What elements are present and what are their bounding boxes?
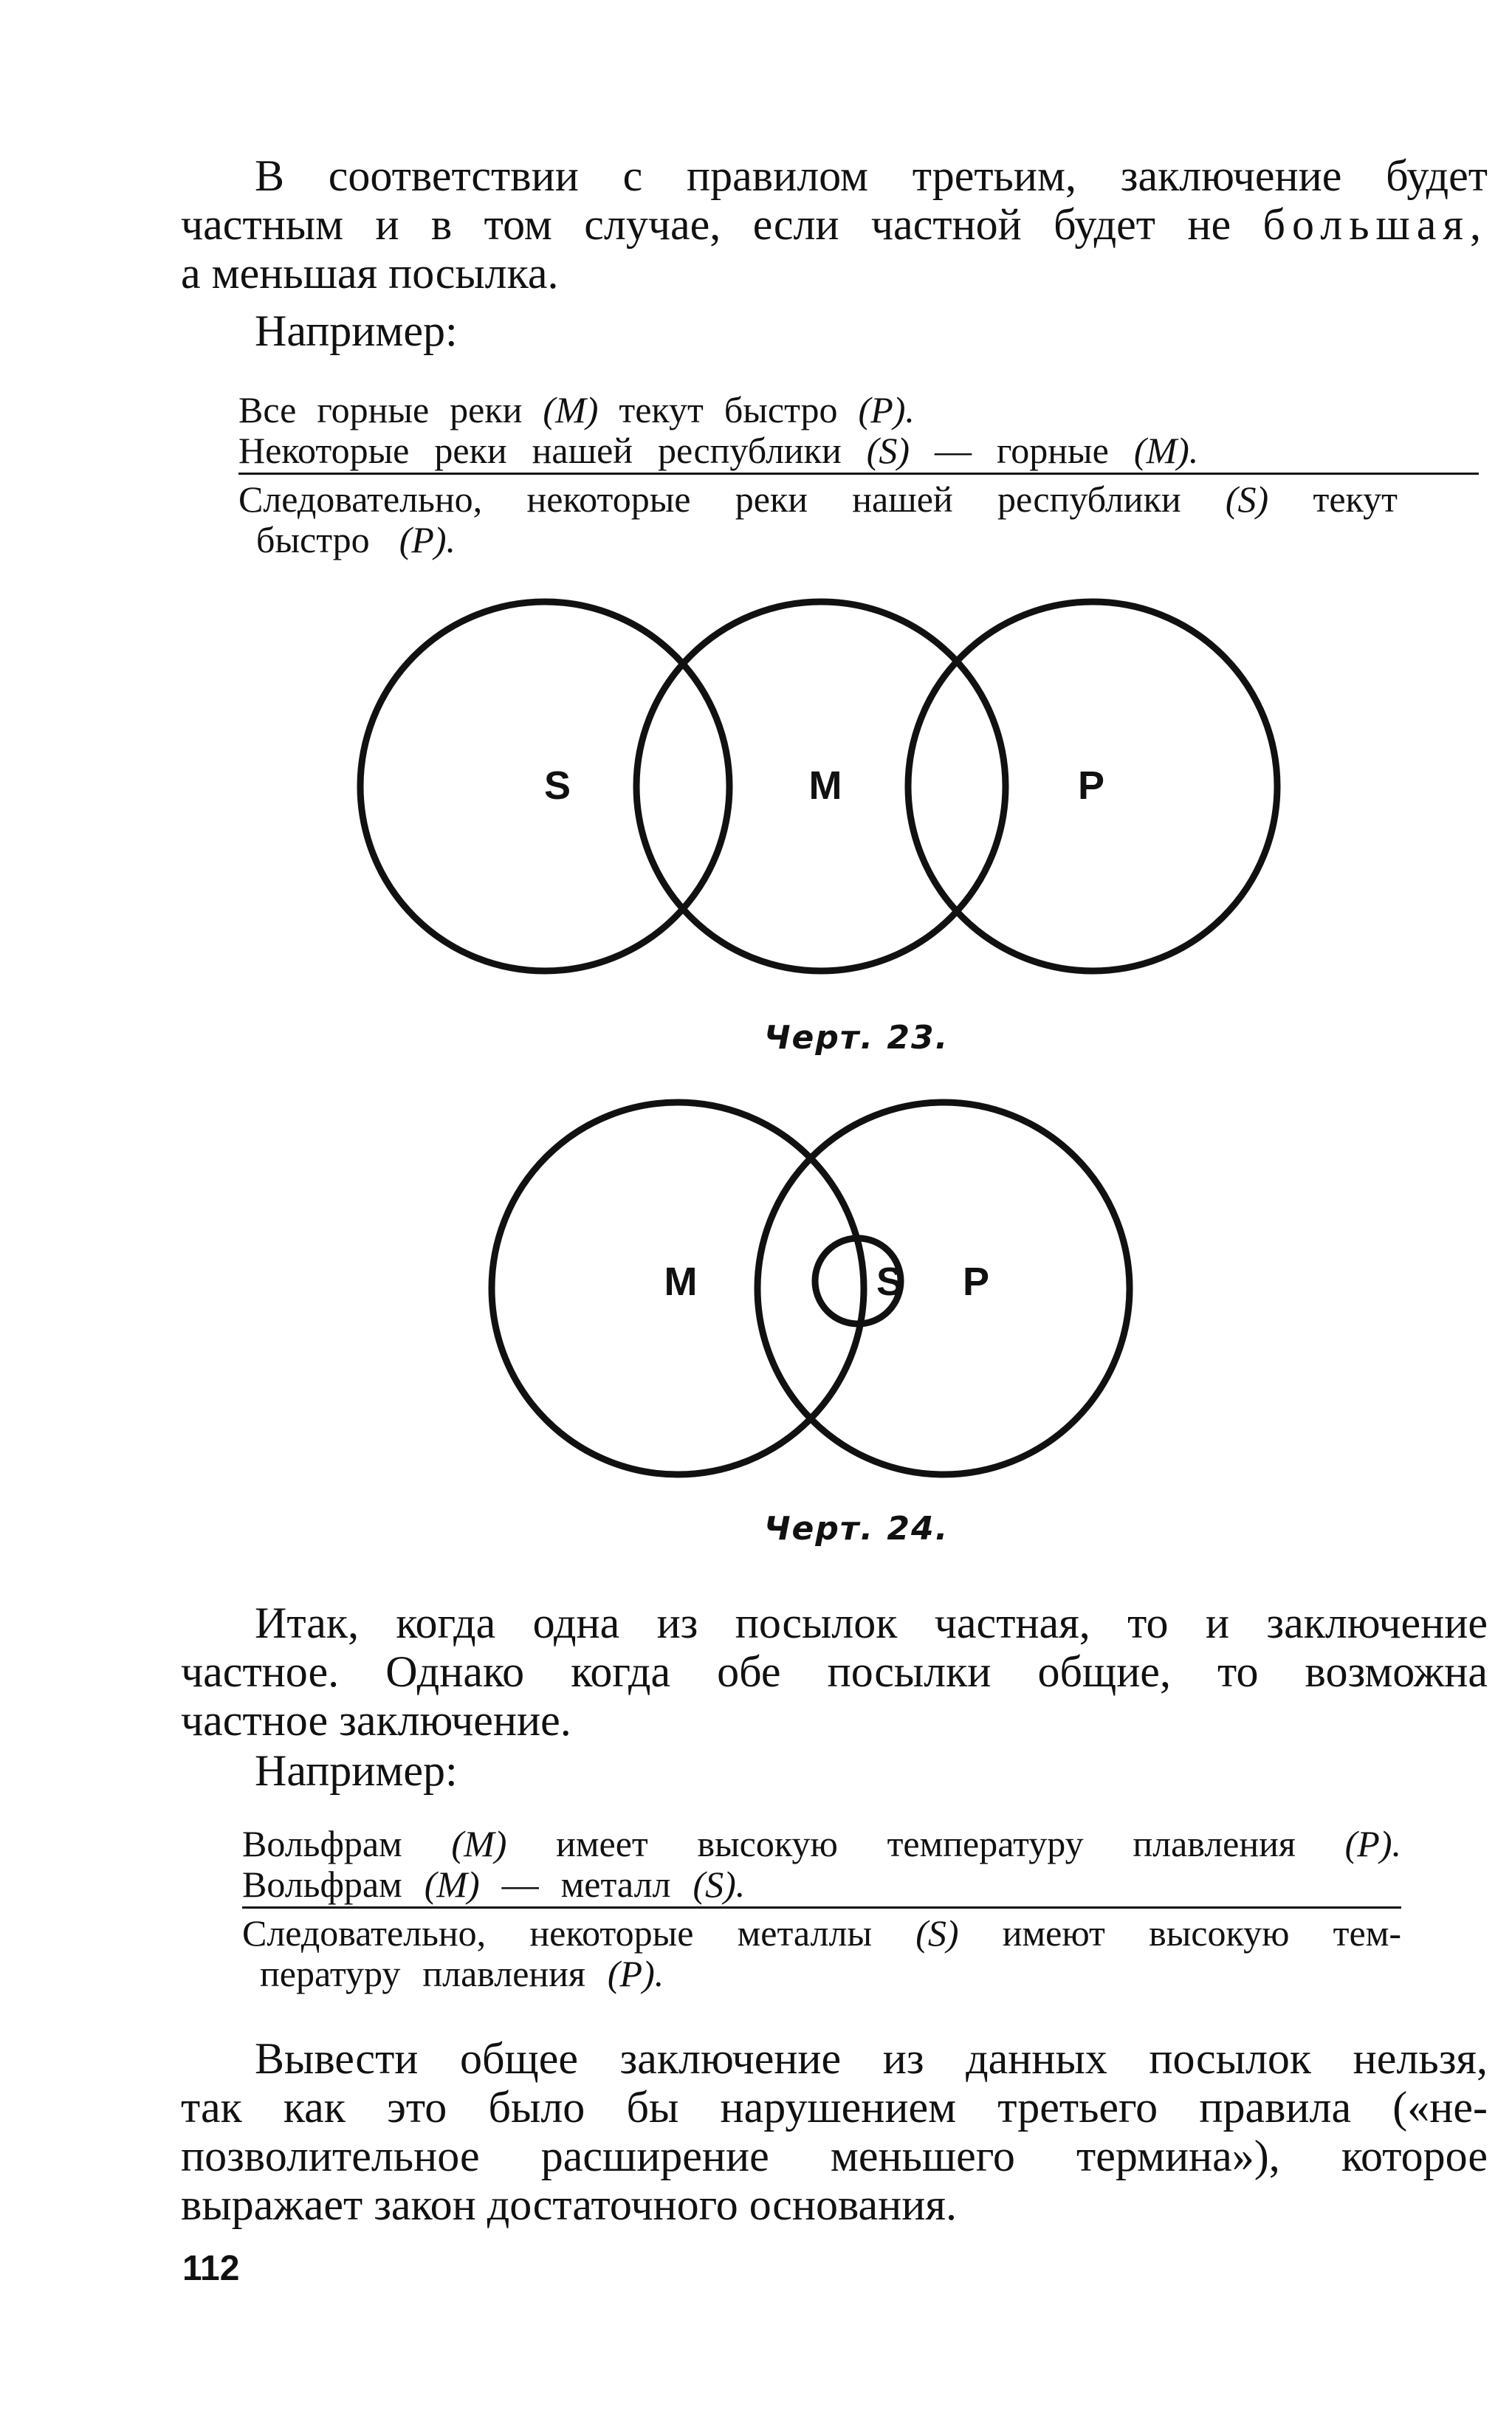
syllogism-word: металлы bbox=[737, 1912, 873, 1954]
syllogism-word: Вольфрам bbox=[242, 1823, 402, 1864]
term-symbol: (Р). bbox=[399, 519, 456, 560]
syllogism-word: быстро bbox=[724, 389, 838, 430]
major-premise bbox=[242, 1824, 1401, 1864]
syllogism-word: металл bbox=[560, 1864, 671, 1905]
paragraph-line-text: частным и в том случае, если частной будет не bbox=[181, 200, 1231, 249]
syllogism-word: реки bbox=[735, 478, 808, 520]
paragraph-particular-conclusion bbox=[181, 1599, 1488, 1745]
term-symbol: (Р). bbox=[858, 389, 915, 430]
paragraph-line bbox=[181, 1647, 1488, 1696]
term-symbol: (М) bbox=[424, 1864, 480, 1905]
syllogism-word: некоторые bbox=[529, 1912, 694, 1954]
dash: — bbox=[935, 430, 972, 471]
paragraph-line bbox=[181, 2132, 1488, 2180]
paragraph-line bbox=[181, 2083, 1488, 2132]
example-label: Например: bbox=[255, 306, 458, 355]
syllogism-word: имеют bbox=[1002, 1912, 1105, 1954]
minor-premise bbox=[238, 430, 1479, 475]
paragraph-line bbox=[181, 151, 1488, 200]
page-number: 112 bbox=[182, 2249, 240, 2288]
syllogism-word: температуру bbox=[887, 1823, 1084, 1864]
syllogism-word: высокую bbox=[1149, 1912, 1290, 1954]
syllogism-word: нашей bbox=[532, 430, 633, 471]
term-symbol: (М) bbox=[543, 389, 599, 430]
term-symbol: (Р). bbox=[607, 1953, 664, 1994]
paragraph-line-text: Вывести общее заключение из данных посылок нельзя, bbox=[255, 2034, 1488, 2083]
paragraph-rule-three bbox=[181, 151, 1488, 298]
paragraph-line-text: так как это было бы нарушением третьего правила («не- bbox=[181, 2083, 1488, 2132]
syllogism-word: пературу bbox=[260, 1953, 401, 1994]
syllogism-word: республики bbox=[658, 430, 842, 471]
circle-label-s: S bbox=[876, 1260, 904, 1304]
paragraph-line-text: Итак, когда одна из посылок частная, то и заключение bbox=[255, 1599, 1488, 1647]
syllogism-word: высокую bbox=[697, 1823, 838, 1864]
paragraph-line-text: В соответствии с правилом третьим, заключение будет bbox=[255, 151, 1488, 200]
paragraph-line-text: частное. Однако когда обе посылки общие, то возможна bbox=[181, 1647, 1488, 1696]
term-symbol: (М) bbox=[451, 1823, 507, 1864]
euler-diagram-figure-23 bbox=[354, 591, 1285, 989]
conclusion bbox=[238, 479, 1398, 520]
term-symbol: (Р). bbox=[1344, 1823, 1401, 1864]
circle-label-m: M bbox=[664, 1260, 698, 1304]
circle-label-p: P bbox=[1077, 763, 1105, 808]
spaced-emphasis-word: большая, bbox=[1262, 200, 1488, 249]
paragraph-line bbox=[181, 1599, 1488, 1647]
euler-diagram-figure-24 bbox=[487, 1078, 1166, 1491]
minor-premise bbox=[242, 1864, 1401, 1909]
syllogism-word: Вольфрам bbox=[242, 1864, 402, 1905]
syllogism-word: имеет bbox=[556, 1823, 648, 1864]
paragraph-line-text: выражает закон достаточного основания. bbox=[181, 2180, 957, 2229]
syllogism-word: Некоторые bbox=[238, 430, 410, 471]
syllogism-word: горные bbox=[997, 430, 1109, 471]
conclusion-continuation bbox=[242, 1954, 1401, 1994]
term-symbol: (S) bbox=[915, 1912, 959, 1954]
figure-23-caption: Черт. 23. bbox=[764, 1019, 949, 1057]
syllogism-word: текут bbox=[619, 389, 704, 430]
syllogism-tungsten bbox=[242, 1824, 1401, 1994]
syllogism-word: тем- bbox=[1333, 1912, 1401, 1954]
paragraph-line bbox=[181, 200, 1488, 249]
dash: — bbox=[501, 1864, 539, 1905]
paragraph-line bbox=[181, 249, 1488, 298]
syllogism-mountain-rivers bbox=[238, 390, 1479, 560]
figure-24-caption: Черт. 24. bbox=[764, 1510, 949, 1548]
paragraph-line bbox=[181, 1696, 1488, 1745]
term-symbol: (М). bbox=[1133, 430, 1199, 471]
paragraph-line-text: а меньшая посылка. bbox=[181, 249, 559, 298]
example-label: Например: bbox=[255, 1746, 458, 1795]
syllogism-word: Следовательно, bbox=[238, 478, 483, 520]
circle-label-m: M bbox=[808, 763, 842, 808]
conclusion bbox=[242, 1913, 1401, 1954]
major-premise bbox=[238, 390, 1479, 430]
paragraph-line-text: частное заключение. bbox=[181, 1696, 571, 1745]
paragraph-line bbox=[181, 2034, 1488, 2083]
syllogism-word: реки bbox=[450, 389, 523, 430]
circle-label-s: S bbox=[543, 763, 571, 808]
syllogism-word: текут bbox=[1313, 478, 1398, 520]
circle-label-p: P bbox=[962, 1260, 990, 1304]
paragraph-line bbox=[181, 2180, 1488, 2229]
conclusion-continuation bbox=[238, 520, 1479, 560]
term-symbol: (S) bbox=[866, 430, 910, 471]
syllogism-word: плавления bbox=[422, 1953, 585, 1994]
syllogism-word: горные bbox=[317, 389, 430, 430]
term-symbol: (S). bbox=[693, 1864, 746, 1905]
paragraph-line-text: позволительное расширение меньшего термина»), которое bbox=[181, 2132, 1488, 2180]
syllogism-word: Следовательно, bbox=[242, 1912, 487, 1954]
syllogism-word: некоторые bbox=[526, 478, 691, 520]
syllogism-word: республики bbox=[997, 478, 1181, 520]
syllogism-word: нашей bbox=[852, 478, 953, 520]
syllogism-word: плавления bbox=[1133, 1823, 1296, 1864]
syllogism-word: реки bbox=[434, 430, 507, 471]
paragraph-general-conclusion bbox=[181, 2034, 1488, 2229]
syllogism-word: Все bbox=[238, 389, 297, 430]
term-symbol: (S) bbox=[1225, 478, 1269, 520]
syllogism-word: быстро bbox=[256, 519, 370, 560]
